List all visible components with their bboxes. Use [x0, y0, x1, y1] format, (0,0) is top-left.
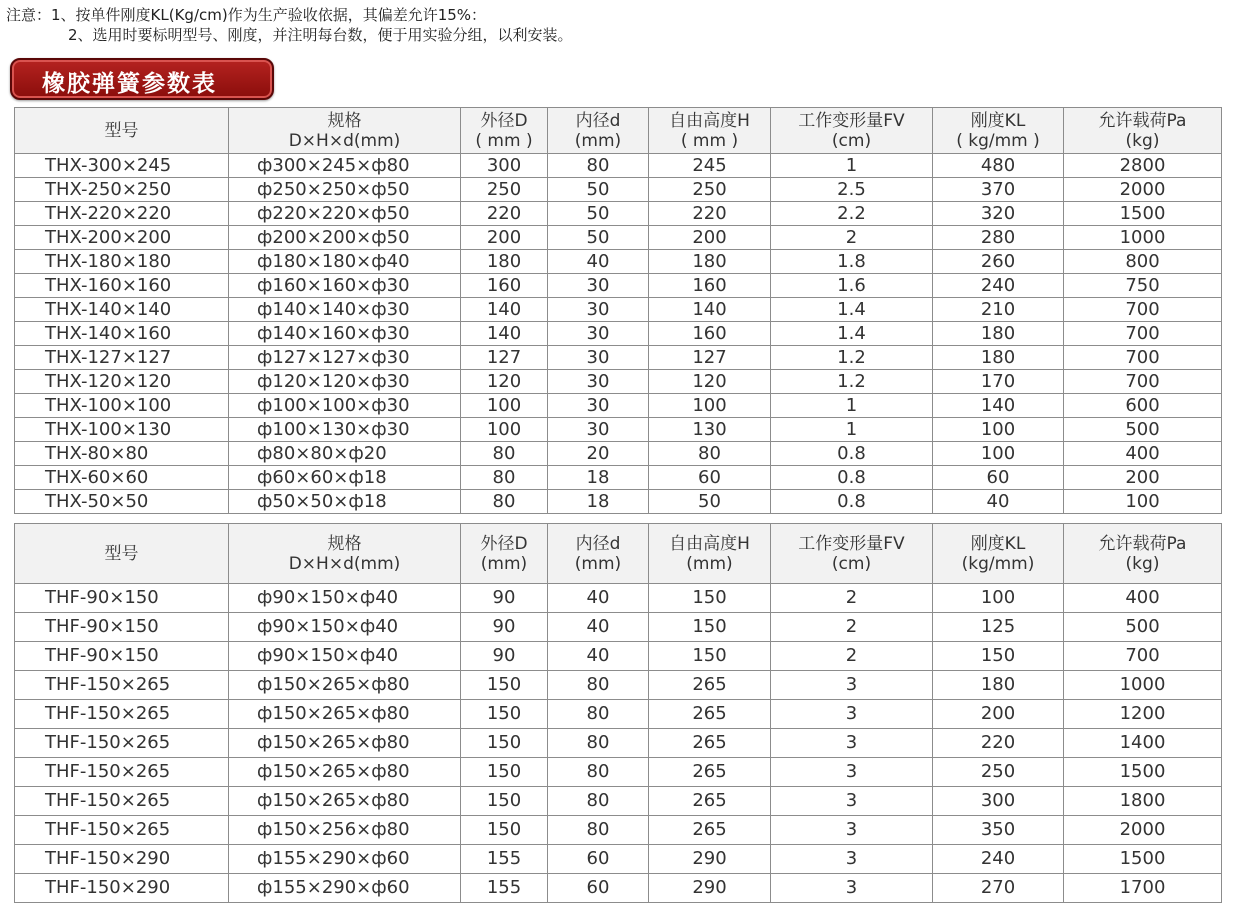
- cell-stiffness: 180: [933, 322, 1064, 346]
- header-spec: [229, 524, 461, 584]
- header-unit: (mm): [686, 553, 733, 574]
- cell-deformation: 3: [771, 758, 933, 787]
- cell-allowable-load: 2000: [1064, 178, 1222, 202]
- cell-model: THX-250×250: [15, 178, 229, 202]
- cell-outer-diameter: 90: [461, 613, 548, 642]
- cell-free-height: 265: [649, 700, 771, 729]
- header-label: 外径D: [480, 110, 528, 131]
- cell-spec: ф155×290×ф60: [229, 845, 461, 874]
- cell-spec: ф100×130×ф30: [229, 418, 461, 442]
- cell-stiffness: 100: [933, 418, 1064, 442]
- header-label: 内径d: [575, 533, 621, 554]
- header-outer-diameter: [461, 108, 548, 154]
- cell-stiffness: 220: [933, 729, 1064, 758]
- cell-free-height: 250: [649, 178, 771, 202]
- cell-inner-diameter: 30: [548, 274, 649, 298]
- table-header-row: [15, 524, 1222, 584]
- cell-deformation: 2: [771, 613, 933, 642]
- cell-deformation: 2: [771, 642, 933, 671]
- cell-inner-diameter: 40: [548, 613, 649, 642]
- cell-spec: ф80×80×ф20: [229, 442, 461, 466]
- cell-allowable-load: 500: [1064, 613, 1222, 642]
- cell-stiffness: 270: [933, 874, 1064, 903]
- cell-allowable-load: 750: [1064, 274, 1222, 298]
- cell-inner-diameter: 80: [548, 787, 649, 816]
- table-row: [15, 274, 1222, 298]
- cell-spec: ф220×220×ф50: [229, 202, 461, 226]
- cell-spec: ф150×265×ф80: [229, 758, 461, 787]
- header-label: 刚度KL: [970, 110, 1026, 131]
- cell-model: THX-50×50: [15, 490, 229, 514]
- header-label: 规格: [327, 110, 362, 131]
- table-row: [15, 322, 1222, 346]
- cell-spec: ф150×265×ф80: [229, 671, 461, 700]
- header-allowable-load: [1064, 524, 1222, 584]
- cell-deformation: 1: [771, 394, 933, 418]
- cell-deformation: 3: [771, 816, 933, 845]
- table-row: [15, 845, 1222, 874]
- cell-deformation: 1.2: [771, 370, 933, 394]
- cell-spec: ф60×60×ф18: [229, 466, 461, 490]
- header-unit: (kg): [1125, 130, 1160, 151]
- cell-outer-diameter: 150: [461, 700, 548, 729]
- cell-allowable-load: 400: [1064, 584, 1222, 613]
- cell-allowable-load: 1000: [1064, 226, 1222, 250]
- cell-stiffness: 320: [933, 202, 1064, 226]
- cell-model: THF-150×265: [15, 758, 229, 787]
- cell-inner-diameter: 30: [548, 322, 649, 346]
- header-free-height: [649, 524, 771, 584]
- cell-deformation: 1.6: [771, 274, 933, 298]
- cell-outer-diameter: 150: [461, 816, 548, 845]
- cell-model: THF-90×150: [15, 642, 229, 671]
- cell-deformation: 2: [771, 584, 933, 613]
- cell-deformation: 1: [771, 418, 933, 442]
- cell-model: THF-150×265: [15, 787, 229, 816]
- cell-allowable-load: 1000: [1064, 671, 1222, 700]
- cell-free-height: 220: [649, 202, 771, 226]
- cell-stiffness: 250: [933, 758, 1064, 787]
- cell-model: THX-100×100: [15, 394, 229, 418]
- cell-deformation: 0.8: [771, 466, 933, 490]
- header-inner-diameter: [548, 108, 649, 154]
- cell-free-height: 265: [649, 758, 771, 787]
- cell-allowable-load: 200: [1064, 466, 1222, 490]
- cell-free-height: 130: [649, 418, 771, 442]
- cell-inner-diameter: 80: [548, 700, 649, 729]
- note-line-1: 注意：1、按单件刚度KL(Kg/cm)作为生产验收依据，其偏差允许15%：: [6, 6, 487, 24]
- cell-outer-diameter: 220: [461, 202, 548, 226]
- header-label: 规格: [327, 533, 362, 554]
- cell-spec: ф90×150×ф40: [229, 584, 461, 613]
- header-unit: (kg): [1125, 553, 1160, 574]
- cell-inner-diameter: 30: [548, 370, 649, 394]
- cell-stiffness: 240: [933, 274, 1064, 298]
- cell-free-height: 180: [649, 250, 771, 274]
- cell-deformation: 0.8: [771, 442, 933, 466]
- cell-stiffness: 370: [933, 178, 1064, 202]
- cell-free-height: 200: [649, 226, 771, 250]
- cell-deformation: 2: [771, 226, 933, 250]
- cell-outer-diameter: 300: [461, 154, 548, 178]
- cell-inner-diameter: 80: [548, 758, 649, 787]
- cell-inner-diameter: 80: [548, 154, 649, 178]
- header-unit: ( mm ): [475, 130, 533, 151]
- cell-deformation: 3: [771, 700, 933, 729]
- cell-allowable-load: 700: [1064, 298, 1222, 322]
- header-deformation: [771, 108, 933, 154]
- header-stiffness: [933, 524, 1064, 584]
- cell-spec: ф250×250×ф50: [229, 178, 461, 202]
- table-row: [15, 466, 1222, 490]
- cell-model: THF-150×265: [15, 700, 229, 729]
- cell-outer-diameter: 80: [461, 442, 548, 466]
- cell-spec: ф300×245×ф80: [229, 154, 461, 178]
- cell-outer-diameter: 200: [461, 226, 548, 250]
- header-unit: (cm): [831, 130, 872, 151]
- cell-deformation: 3: [771, 874, 933, 903]
- cell-allowable-load: 700: [1064, 370, 1222, 394]
- header-label: 工作变形量FV: [798, 533, 905, 554]
- table-row: [15, 202, 1222, 226]
- cell-allowable-load: 2000: [1064, 816, 1222, 845]
- cell-outer-diameter: 180: [461, 250, 548, 274]
- cell-outer-diameter: 80: [461, 490, 548, 514]
- table-row: [15, 394, 1222, 418]
- cell-model: THX-80×80: [15, 442, 229, 466]
- cell-deformation: 3: [771, 787, 933, 816]
- cell-free-height: 150: [649, 642, 771, 671]
- cell-free-height: 160: [649, 274, 771, 298]
- header-unit: (mm): [480, 553, 528, 574]
- cell-spec: ф200×200×ф50: [229, 226, 461, 250]
- cell-outer-diameter: 140: [461, 298, 548, 322]
- cell-spec: ф90×150×ф40: [229, 642, 461, 671]
- table-header-row: [15, 108, 1222, 154]
- header-label: 内径d: [575, 110, 621, 131]
- cell-model: THX-200×200: [15, 226, 229, 250]
- cell-inner-diameter: 40: [548, 642, 649, 671]
- cell-allowable-load: 1500: [1064, 845, 1222, 874]
- header-outer-diameter: [461, 524, 548, 584]
- cell-stiffness: 180: [933, 671, 1064, 700]
- cell-outer-diameter: 150: [461, 787, 548, 816]
- cell-inner-diameter: 60: [548, 845, 649, 874]
- cell-outer-diameter: 140: [461, 322, 548, 346]
- cell-deformation: 2.5: [771, 178, 933, 202]
- cell-allowable-load: 2800: [1064, 154, 1222, 178]
- cell-inner-diameter: 18: [548, 490, 649, 514]
- cell-stiffness: 40: [933, 490, 1064, 514]
- header-label: 外径D: [480, 533, 528, 554]
- cell-model: THX-60×60: [15, 466, 229, 490]
- table-row: [15, 874, 1222, 903]
- table-row: [15, 642, 1222, 671]
- cell-allowable-load: 700: [1064, 322, 1222, 346]
- cell-allowable-load: 100: [1064, 490, 1222, 514]
- cell-stiffness: 150: [933, 642, 1064, 671]
- cell-inner-diameter: 50: [548, 226, 649, 250]
- cell-inner-diameter: 80: [548, 816, 649, 845]
- cell-inner-diameter: 80: [548, 729, 649, 758]
- cell-inner-diameter: 18: [548, 466, 649, 490]
- cell-inner-diameter: 30: [548, 298, 649, 322]
- cell-spec: ф155×290×ф60: [229, 874, 461, 903]
- header-unit: ( kg/mm ): [956, 130, 1040, 151]
- cell-model: THX-180×180: [15, 250, 229, 274]
- cell-stiffness: 480: [933, 154, 1064, 178]
- cell-inner-diameter: 60: [548, 874, 649, 903]
- cell-outer-diameter: 90: [461, 642, 548, 671]
- cell-inner-diameter: 80: [548, 671, 649, 700]
- table-row: [15, 816, 1222, 845]
- cell-spec: ф150×256×ф80: [229, 816, 461, 845]
- cell-deformation: 0.8: [771, 490, 933, 514]
- cell-allowable-load: 600: [1064, 394, 1222, 418]
- header-label: 自由高度H: [669, 533, 750, 554]
- cell-allowable-load: 800: [1064, 250, 1222, 274]
- cell-stiffness: 140: [933, 394, 1064, 418]
- cell-outer-diameter: 150: [461, 758, 548, 787]
- cell-free-height: 265: [649, 787, 771, 816]
- cell-allowable-load: 500: [1064, 418, 1222, 442]
- cell-stiffness: 125: [933, 613, 1064, 642]
- cell-free-height: 150: [649, 584, 771, 613]
- header-model: [15, 108, 229, 154]
- cell-free-height: 265: [649, 671, 771, 700]
- cell-model: THX-120×120: [15, 370, 229, 394]
- cell-spec: ф140×160×ф30: [229, 322, 461, 346]
- table-row: [15, 758, 1222, 787]
- cell-spec: ф90×150×ф40: [229, 613, 461, 642]
- cell-inner-diameter: 50: [548, 202, 649, 226]
- table-row: [15, 490, 1222, 514]
- cell-free-height: 140: [649, 298, 771, 322]
- cell-inner-diameter: 30: [548, 346, 649, 370]
- note-line-2: 2、选用时要标明型号、刚度，并注明每台数，便于用实验分组，以利安装。: [68, 26, 573, 44]
- table-row: [15, 442, 1222, 466]
- table-row: [15, 346, 1222, 370]
- cell-stiffness: 300: [933, 787, 1064, 816]
- table-row: [15, 178, 1222, 202]
- cell-spec: ф50×50×ф18: [229, 490, 461, 514]
- cell-free-height: 120: [649, 370, 771, 394]
- cell-deformation: 1: [771, 154, 933, 178]
- cell-model: THF-150×265: [15, 671, 229, 700]
- cell-deformation: 3: [771, 845, 933, 874]
- cell-inner-diameter: 20: [548, 442, 649, 466]
- cell-stiffness: 260: [933, 250, 1064, 274]
- cell-model: THF-150×265: [15, 729, 229, 758]
- cell-stiffness: 60: [933, 466, 1064, 490]
- cell-spec: ф180×180×ф40: [229, 250, 461, 274]
- table-row: [15, 584, 1222, 613]
- cell-free-height: 245: [649, 154, 771, 178]
- cell-free-height: 127: [649, 346, 771, 370]
- cell-outer-diameter: 155: [461, 874, 548, 903]
- header-free-height: [649, 108, 771, 154]
- cell-deformation: 1.2: [771, 346, 933, 370]
- cell-inner-diameter: 40: [548, 250, 649, 274]
- cell-outer-diameter: 250: [461, 178, 548, 202]
- cell-allowable-load: 400: [1064, 442, 1222, 466]
- cell-free-height: 265: [649, 816, 771, 845]
- cell-free-height: 290: [649, 845, 771, 874]
- cell-allowable-load: 700: [1064, 642, 1222, 671]
- header-model: [15, 524, 229, 584]
- header-inner-diameter: [548, 524, 649, 584]
- cell-model: THX-160×160: [15, 274, 229, 298]
- table-row: [15, 613, 1222, 642]
- cell-model: THX-220×220: [15, 202, 229, 226]
- cell-deformation: 2.2: [771, 202, 933, 226]
- header-label: 型号: [104, 543, 139, 564]
- cell-free-height: 60: [649, 466, 771, 490]
- header-unit: (cm): [831, 553, 872, 574]
- table-title-badge: [10, 58, 274, 100]
- cell-model: THX-140×160: [15, 322, 229, 346]
- header-label: 允许载荷Pa: [1098, 533, 1187, 554]
- cell-stiffness: 100: [933, 442, 1064, 466]
- header-unit: (mm): [574, 553, 622, 574]
- table-row: [15, 298, 1222, 322]
- cell-model: THF-150×290: [15, 845, 229, 874]
- cell-deformation: 3: [771, 671, 933, 700]
- header-spec: [229, 108, 461, 154]
- cell-spec: ф127×127×ф30: [229, 346, 461, 370]
- table-row: [15, 154, 1222, 178]
- thx-spec-table: [14, 107, 1222, 514]
- cell-free-height: 50: [649, 490, 771, 514]
- cell-allowable-load: 700: [1064, 346, 1222, 370]
- cell-spec: ф100×100×ф30: [229, 394, 461, 418]
- cell-outer-diameter: 127: [461, 346, 548, 370]
- cell-outer-diameter: 100: [461, 418, 548, 442]
- header-label: 允许载荷Pa: [1098, 110, 1187, 131]
- cell-spec: ф160×160×ф30: [229, 274, 461, 298]
- table-row: [15, 250, 1222, 274]
- cell-free-height: 80: [649, 442, 771, 466]
- cell-outer-diameter: 90: [461, 584, 548, 613]
- cell-outer-diameter: 80: [461, 466, 548, 490]
- table-row: [15, 226, 1222, 250]
- cell-allowable-load: 1500: [1064, 202, 1222, 226]
- cell-model: THX-140×140: [15, 298, 229, 322]
- cell-model: THF-150×290: [15, 874, 229, 903]
- header-unit: (mm): [574, 130, 622, 151]
- cell-inner-diameter: 30: [548, 418, 649, 442]
- cell-stiffness: 280: [933, 226, 1064, 250]
- cell-free-height: 160: [649, 322, 771, 346]
- cell-stiffness: 100: [933, 584, 1064, 613]
- cell-spec: ф150×265×ф80: [229, 729, 461, 758]
- cell-spec: ф140×140×ф30: [229, 298, 461, 322]
- cell-stiffness: 180: [933, 346, 1064, 370]
- cell-deformation: 1.4: [771, 322, 933, 346]
- cell-stiffness: 350: [933, 816, 1064, 845]
- cell-outer-diameter: 160: [461, 274, 548, 298]
- cell-allowable-load: 1200: [1064, 700, 1222, 729]
- cell-outer-diameter: 150: [461, 729, 548, 758]
- cell-model: THX-127×127: [15, 346, 229, 370]
- cell-outer-diameter: 155: [461, 845, 548, 874]
- cell-stiffness: 240: [933, 845, 1064, 874]
- cell-allowable-load: 1500: [1064, 758, 1222, 787]
- cell-spec: ф150×265×ф80: [229, 700, 461, 729]
- cell-model: THF-90×150: [15, 613, 229, 642]
- table-row: [15, 787, 1222, 816]
- cell-stiffness: 210: [933, 298, 1064, 322]
- cell-model: THX-300×245: [15, 154, 229, 178]
- cell-free-height: 150: [649, 613, 771, 642]
- header-label: 工作变形量FV: [798, 110, 905, 131]
- header-label: 刚度KL: [970, 533, 1026, 554]
- table-row: [15, 370, 1222, 394]
- table-row: [15, 418, 1222, 442]
- cell-deformation: 3: [771, 729, 933, 758]
- cell-stiffness: 170: [933, 370, 1064, 394]
- header-label: 型号: [104, 120, 139, 141]
- cell-inner-diameter: 30: [548, 394, 649, 418]
- table-row: [15, 729, 1222, 758]
- header-stiffness: [933, 108, 1064, 154]
- cell-spec: ф120×120×ф30: [229, 370, 461, 394]
- header-deformation: [771, 524, 933, 584]
- thf-spec-table: [14, 523, 1222, 903]
- cell-model: THF-90×150: [15, 584, 229, 613]
- cell-free-height: 100: [649, 394, 771, 418]
- header-allowable-load: [1064, 108, 1222, 154]
- cell-outer-diameter: 150: [461, 671, 548, 700]
- cell-deformation: 1.4: [771, 298, 933, 322]
- cell-allowable-load: 1700: [1064, 874, 1222, 903]
- cell-allowable-load: 1400: [1064, 729, 1222, 758]
- table-row: [15, 700, 1222, 729]
- cell-outer-diameter: 120: [461, 370, 548, 394]
- cell-allowable-load: 1800: [1064, 787, 1222, 816]
- header-unit: (kg/mm): [961, 553, 1035, 574]
- cell-model: THX-100×130: [15, 418, 229, 442]
- cell-free-height: 265: [649, 729, 771, 758]
- cell-spec: ф150×265×ф80: [229, 787, 461, 816]
- cell-inner-diameter: 50: [548, 178, 649, 202]
- cell-outer-diameter: 100: [461, 394, 548, 418]
- cell-stiffness: 200: [933, 700, 1064, 729]
- header-unit: D×H×d(mm): [288, 553, 401, 574]
- cell-model: THF-150×265: [15, 816, 229, 845]
- header-unit: D×H×d(mm): [288, 130, 401, 151]
- cell-deformation: 1.8: [771, 250, 933, 274]
- header-unit: ( mm ): [680, 130, 739, 151]
- cell-inner-diameter: 40: [548, 584, 649, 613]
- table-title: 橡胶弹簧参数表: [42, 71, 217, 97]
- notes: [6, 5, 573, 45]
- cell-free-height: 290: [649, 874, 771, 903]
- table-row: [15, 671, 1222, 700]
- header-label: 自由高度H: [669, 110, 750, 131]
